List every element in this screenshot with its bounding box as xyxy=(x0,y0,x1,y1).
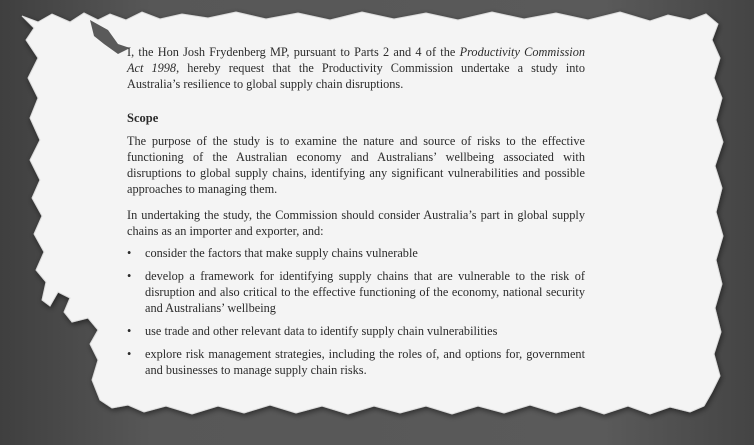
bullet-icon: • xyxy=(127,347,132,361)
bullet-text: consider the factors that make supply chains vulnerable xyxy=(145,246,418,260)
scope-heading: Scope xyxy=(127,111,159,125)
bullet-icon: • xyxy=(127,246,132,260)
purpose-paragraph: The purpose of the study is to examine the nature and source of risks to the effective functioning of the Australian economy and Australians’ wellbeing associated with disruptions to global supply chains, identifying any significant vulnerabilities and possible approaches to managing them. xyxy=(127,134,585,196)
document-body xyxy=(127,44,585,385)
intro-lead: I, the Hon Josh Frydenberg MP, pursuant to Parts 2 and 4 of the xyxy=(127,45,460,59)
bullet-icon: • xyxy=(127,324,132,338)
list-item xyxy=(127,268,585,316)
act-title: Productivity Commission Act 1998 xyxy=(127,45,585,75)
intro-paragraph xyxy=(127,44,585,92)
bullet-text: develop a framework for identifying supply chains that are vulnerable to the risk of disruption and also critical to the effective functioning of the economy, national security and Australians’ wellbeing xyxy=(145,269,585,315)
list-item xyxy=(127,323,585,339)
study-bullet-list xyxy=(127,245,585,378)
undertaking-paragraph: In undertaking the study, the Commission should consider Australia’s part in global supply chains as an importer and exporter, and: xyxy=(127,208,585,238)
list-item xyxy=(127,346,585,378)
intro-tail: , hereby request that the Productivity Commission undertake a study into Australia’s resilience to global supply chain disruptions. xyxy=(127,61,585,91)
bullet-text: use trade and other relevant data to identify supply chain vulnerabilities xyxy=(145,324,498,338)
bullet-icon: • xyxy=(127,269,132,283)
list-item xyxy=(127,245,585,261)
bullet-text: explore risk management strategies, including the roles of, and options for, government and businesses to manage supply chain risks. xyxy=(145,347,585,377)
